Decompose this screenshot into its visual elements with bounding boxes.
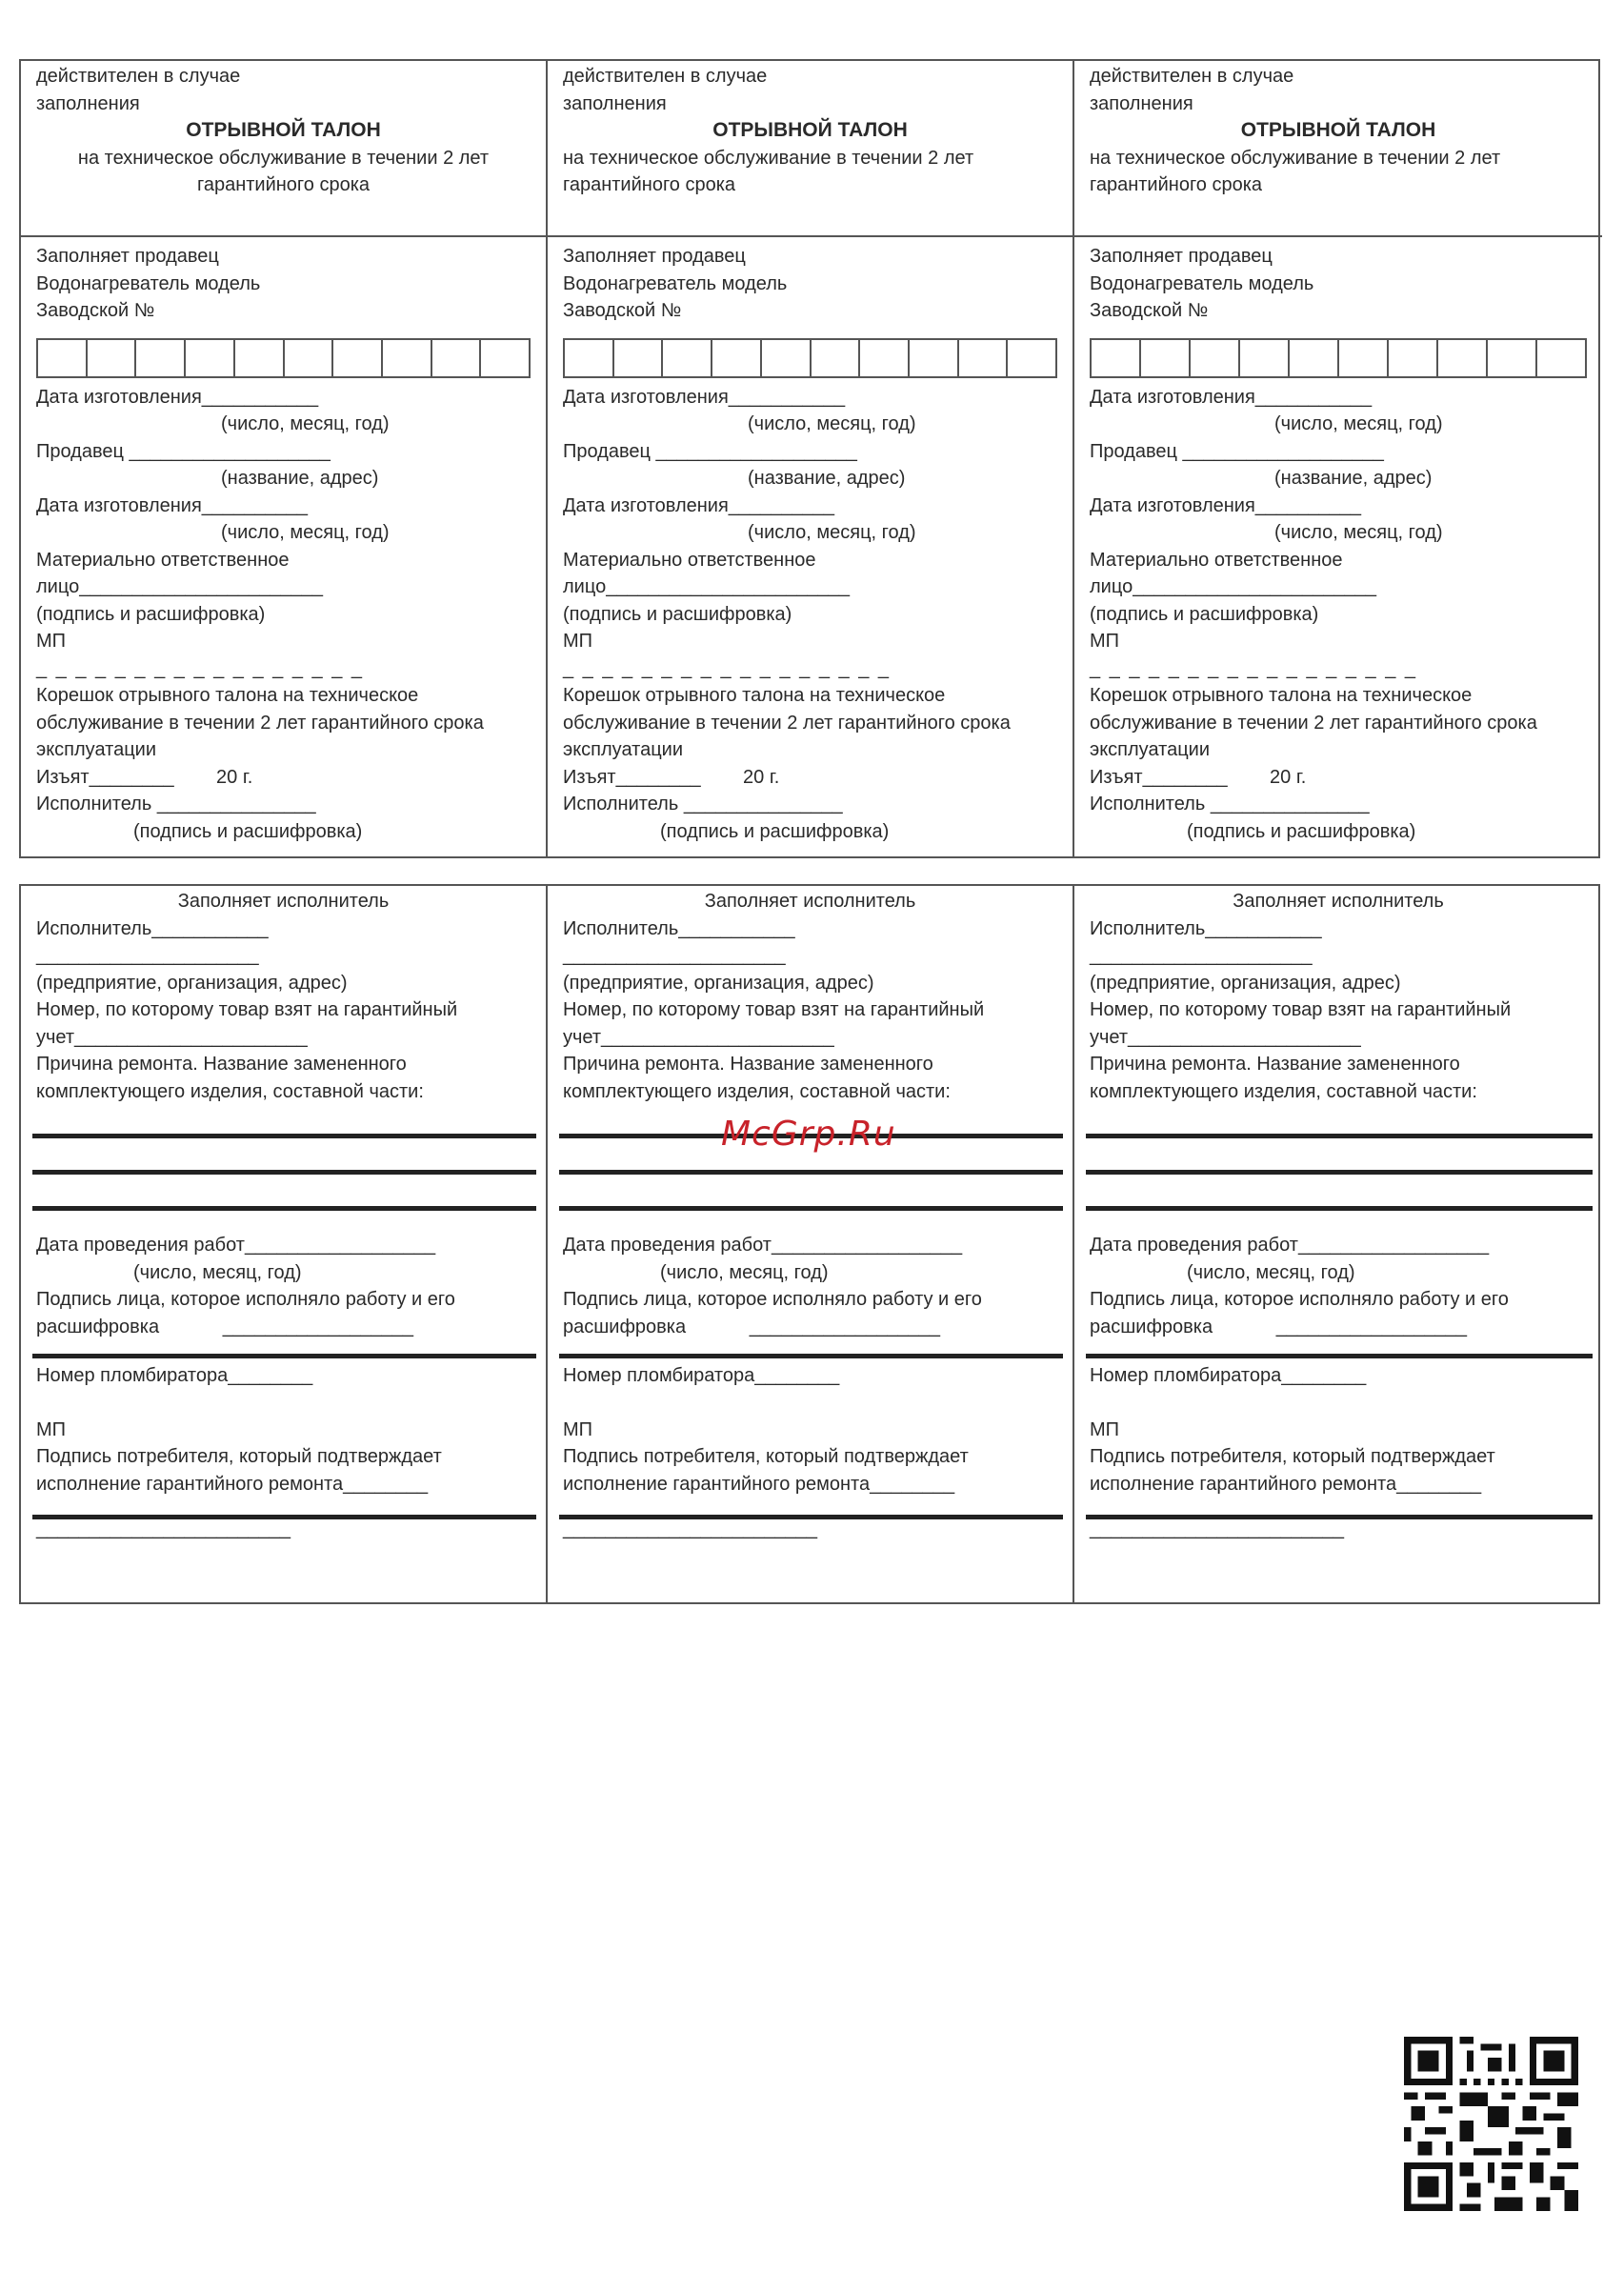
taken-field: Изъят________ <box>36 766 174 788</box>
serial-number-cells <box>563 338 1057 378</box>
seller-fills-label: Заполняет продавец <box>563 246 746 267</box>
taken-field: Изъят________ <box>563 766 701 788</box>
repair-reason-label-2: комплектующего изделия, составной части: <box>563 1080 951 1102</box>
cut-line: _ _ _ _ _ _ _ _ _ _ _ _ _ _ _ _ _ <box>1090 657 1417 679</box>
executor-field: Исполнитель___________ <box>563 917 795 939</box>
coupon-subtitle-2: гарантийного срока <box>563 174 736 195</box>
signer-label-2: расшифровка <box>36 1316 160 1337</box>
stub-text-3: эксплуатации <box>563 739 683 760</box>
stub-text: Корешок отрывного талона на техническое <box>36 685 419 706</box>
manufacture-date-field-2: Дата изготовления__________ <box>1090 494 1362 516</box>
date-hint: (число, месяц, год) <box>748 413 916 434</box>
stamp-label: МП <box>563 631 593 652</box>
coupon-header <box>21 61 546 237</box>
consumer-sign-label: Подпись потребителя, который подтверждает <box>36 1446 442 1467</box>
signer-label-2: расшифровка <box>563 1316 687 1337</box>
seller-field: Продавец ___________________ <box>1090 440 1384 462</box>
date-hint: (число, месяц, год) <box>133 1261 302 1283</box>
executor-hint: (подпись и расшифровка) <box>1187 820 1416 842</box>
serial-label: Заводской № <box>36 300 155 321</box>
manufacture-date-field-2: Дата изготовления__________ <box>563 494 835 516</box>
coupon-subtitle: на техническое обслуживание в течении 2 лет <box>77 147 490 169</box>
warranty-number-field: учет______________________ <box>1090 1026 1361 1048</box>
seller-hint: (название, адрес) <box>1274 468 1433 489</box>
consumer-sign-label: Подпись потребителя, который подтверждает <box>563 1446 969 1467</box>
stamp-label: МП <box>563 1418 593 1440</box>
date-hint: (число, месяц, год) <box>660 1261 829 1283</box>
final-blank: ________________________ <box>36 1518 291 1539</box>
org-hint: (предприятие, организация, адрес) <box>1090 972 1401 994</box>
coupon-column-3 <box>1074 61 1602 856</box>
signer-label: Подпись лица, которое исполняло работу и его <box>563 1289 982 1310</box>
warranty-number-field: учет______________________ <box>36 1026 308 1048</box>
consumer-sign-field: исполнение гарантийного ремонта________ <box>36 1473 429 1495</box>
sign-hint: (подпись и расшифровка) <box>36 603 266 625</box>
executor-column-1 <box>21 886 548 1602</box>
signer-blank: __________________ <box>749 1316 941 1337</box>
manufacture-date-field: Дата изготовления___________ <box>563 386 846 408</box>
manufacture-date-field: Дата изготовления___________ <box>1090 386 1373 408</box>
repair-reason-label: Причина ремонта. Название замененного <box>563 1054 933 1075</box>
warranty-number-label: Номер, по которому товар взят на гарантийный <box>563 999 985 1020</box>
consumer-sign-field: исполнение гарантийного ремонта________ <box>1090 1473 1482 1495</box>
responsible-field: лицо_______________________ <box>563 576 851 597</box>
date-hint: (число, месяц, год) <box>1187 1261 1355 1283</box>
stamp-label: МП <box>36 1418 67 1440</box>
blank-line: _____________________ <box>1090 945 1313 966</box>
year-field: 20 г. <box>216 766 253 788</box>
coupon-subtitle-2: гарантийного срока <box>196 174 371 195</box>
executor-hint: (подпись и расшифровка) <box>133 820 363 842</box>
signer-label: Подпись лица, которое исполняло работу и его <box>36 1289 455 1310</box>
sign-hint: (подпись и расшифровка) <box>563 603 792 625</box>
coupon-column-1 <box>21 61 548 856</box>
seller-fills-label: Заполняет продавец <box>1090 246 1273 267</box>
valid-note: действителен в случае <box>563 66 768 87</box>
work-date-field: Дата проведения работ__________________ <box>36 1235 436 1256</box>
seller-field: Продавец ___________________ <box>563 440 857 462</box>
blank-line: _____________________ <box>563 945 786 966</box>
final-blank: ________________________ <box>563 1518 817 1539</box>
signer-label-2: расшифровка <box>1090 1316 1213 1337</box>
repair-reason-label: Причина ремонта. Название замененного <box>36 1054 407 1075</box>
stub-text-2: обслуживание в течении 2 лет гарантийного срока <box>36 712 484 734</box>
serial-label: Заводской № <box>563 300 682 321</box>
manufacture-date-field-2: Дата изготовления__________ <box>36 494 309 516</box>
stamp-label: МП <box>36 631 67 652</box>
serial-number-cells <box>36 338 531 378</box>
year-field: 20 г. <box>1270 766 1307 788</box>
consumer-sign-label: Подпись потребителя, который подтверждает <box>1090 1446 1495 1467</box>
org-hint: (предприятие, организация, адрес) <box>563 972 874 994</box>
work-date-field: Дата проведения работ__________________ <box>563 1235 963 1256</box>
executor-fills-label: Заполняет исполнитель <box>704 891 916 912</box>
date-hint-2: (число, месяц, год) <box>1274 522 1443 543</box>
cut-line: _ _ _ _ _ _ _ _ _ _ _ _ _ _ _ _ _ <box>563 657 891 679</box>
date-hint-2: (число, месяц, год) <box>748 522 916 543</box>
valid-note-2: заполнения <box>36 92 140 114</box>
valid-note: действителен в случае <box>1090 66 1294 87</box>
stub-text-2: обслуживание в течении 2 лет гарантийного срока <box>1090 712 1537 734</box>
watermark: McGrp.Ru <box>721 1115 896 1154</box>
seal-number-field: Номер пломбиратора________ <box>1090 1365 1367 1386</box>
blank-line: _____________________ <box>36 945 259 966</box>
stub-text-3: эксплуатации <box>36 739 156 760</box>
consumer-sign-field: исполнение гарантийного ремонта________ <box>563 1473 955 1495</box>
stamp-label: МП <box>1090 631 1120 652</box>
responsible-label: Материально ответственное <box>563 549 816 571</box>
executor-field: Исполнитель _______________ <box>1090 794 1370 814</box>
seal-number-field: Номер пломбиратора________ <box>563 1365 840 1386</box>
seller-field: Продавец ___________________ <box>36 440 331 462</box>
warranty-number-label: Номер, по которому товар взят на гарантийный <box>36 999 458 1020</box>
stub-text-3: эксплуатации <box>1090 739 1210 760</box>
model-label: Водонагреватель модель <box>563 272 788 294</box>
serial-label: Заводской № <box>1090 300 1209 321</box>
responsible-field: лицо_______________________ <box>36 576 324 597</box>
coupon-header <box>1074 61 1602 237</box>
repair-reason-label-2: комплектующего изделия, составной части: <box>36 1080 424 1102</box>
work-date-field: Дата проведения работ__________________ <box>1090 1235 1490 1256</box>
coupon-subtitle: на техническое обслуживание в течении 2 лет <box>1090 147 1501 169</box>
stub-text: Корешок отрывного талона на техническое <box>563 685 946 706</box>
responsible-field: лицо_______________________ <box>1090 576 1377 597</box>
responsible-label: Материально ответственное <box>1090 549 1343 571</box>
serial-number-cells <box>1090 338 1587 378</box>
manufacture-date-field: Дата изготовления___________ <box>36 386 319 408</box>
executor-hint: (подпись и расшифровка) <box>660 820 890 842</box>
taken-field: Изъят________ <box>1090 766 1228 788</box>
valid-note-2: заполнения <box>1090 92 1193 114</box>
signer-label: Подпись лица, которое исполняло работу и его <box>1090 1289 1509 1310</box>
coupon-title: ОТРЫВНОЙ ТАЛОН <box>186 119 381 141</box>
date-hint-2: (число, месяц, год) <box>221 522 390 543</box>
seller-hint: (название, адрес) <box>221 468 379 489</box>
executor-field: Исполнитель _______________ <box>563 794 843 814</box>
executor-field: Исполнитель___________ <box>36 917 269 939</box>
valid-note-2: заполнения <box>563 92 667 114</box>
coupon-table-top <box>19 59 1600 858</box>
warranty-number-label: Номер, по которому товар взят на гарантийный <box>1090 999 1512 1020</box>
signer-blank: __________________ <box>222 1316 414 1337</box>
year-field: 20 г. <box>743 766 780 788</box>
date-hint: (число, месяц, год) <box>1274 413 1443 434</box>
executor-column-3 <box>1074 886 1602 1602</box>
repair-reason-label: Причина ремонта. Название замененного <box>1090 1054 1460 1075</box>
executor-field: Исполнитель _______________ <box>36 794 316 814</box>
repair-reason-label-2: комплектующего изделия, составной части: <box>1090 1080 1477 1102</box>
model-label: Водонагреватель модель <box>1090 272 1314 294</box>
model-label: Водонагреватель модель <box>36 272 261 294</box>
seal-number-field: Номер пломбиратора________ <box>36 1365 313 1386</box>
date-hint: (число, месяц, год) <box>221 413 390 434</box>
stamp-label: МП <box>1090 1418 1120 1440</box>
seller-hint: (название, адрес) <box>748 468 906 489</box>
stub-text-2: обслуживание в течении 2 лет гарантийного срока <box>563 712 1011 734</box>
executor-fills-label: Заполняет исполнитель <box>1233 891 1444 912</box>
coupon-header <box>548 61 1073 237</box>
seller-fills-label: Заполняет продавец <box>36 246 219 267</box>
org-hint: (предприятие, организация, адрес) <box>36 972 348 994</box>
coupon-table-bottom <box>19 884 1600 1604</box>
coupon-subtitle-2: гарантийного срока <box>1090 174 1263 195</box>
coupon-column-2 <box>548 61 1074 856</box>
signer-blank: __________________ <box>1275 1316 1468 1337</box>
valid-note: действителен в случае <box>36 66 241 87</box>
final-blank: ________________________ <box>1090 1518 1344 1539</box>
coupon-title: ОТРЫВНОЙ ТАЛОН <box>712 119 908 141</box>
coupon-subtitle: на техническое обслуживание в течении 2 лет <box>563 147 974 169</box>
sign-hint: (подпись и расшифровка) <box>1090 603 1319 625</box>
coupon-title: ОТРЫВНОЙ ТАЛОН <box>1240 119 1436 141</box>
stub-text: Корешок отрывного талона на техническое <box>1090 685 1473 706</box>
executor-fills-label: Заполняет исполнитель <box>177 891 390 912</box>
qr-code-icon <box>1404 2037 1578 2211</box>
cut-line: _ _ _ _ _ _ _ _ _ _ _ _ _ _ _ _ _ <box>36 657 364 679</box>
executor-column-2 <box>548 886 1074 1602</box>
executor-field: Исполнитель___________ <box>1090 917 1322 939</box>
responsible-label: Материально ответственное <box>36 549 290 571</box>
warranty-number-field: учет______________________ <box>563 1026 834 1048</box>
